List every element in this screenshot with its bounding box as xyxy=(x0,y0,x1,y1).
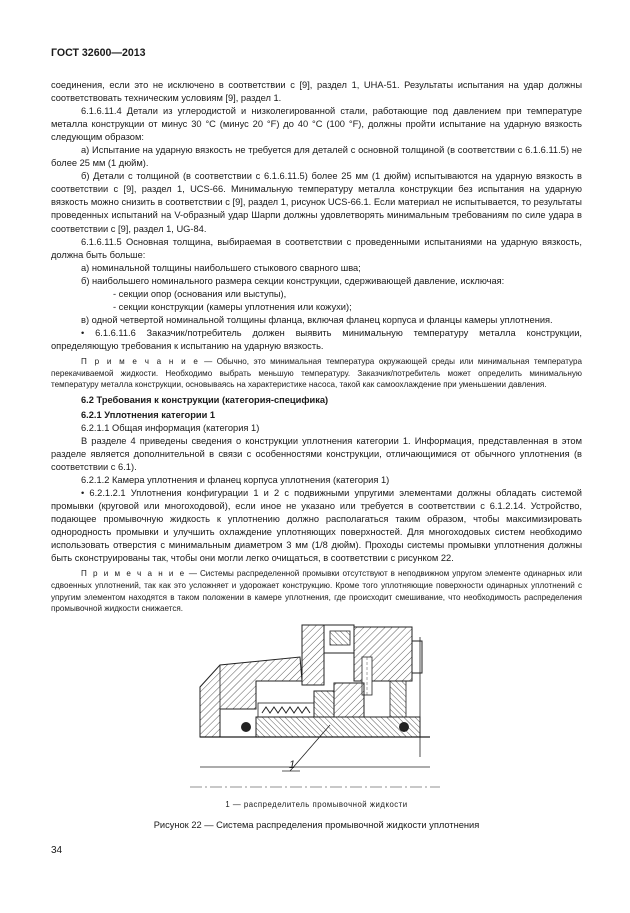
paragraph: • 6.2.1.2.1 Уплотнения конфигурации 1 и 2 с подвижными упругими элементами должны обладать системой промывки (круговой или многоходовой), если иное не указано или требуется в соответствии с 6.1.2.14. Устройство, подающее промывочную жидкость к уплотнению должно располагаться таким образом, чтобы максимизировать однородность промывки и улучшить охлаждение уплотняющих поверхностей. Для многоходовых систем необходимо использовать отверстия с минимальным диаметром 3 мм (1/8 дюйм). Проходы системы промывки уплотнения должны быть сконструированы так, чтобы они могли легко очищаться, в соответствии с рисунком 22. xyxy=(51,488,582,564)
section-heading: 6.2 Требования к конструкции (категория-специфика) xyxy=(81,394,329,405)
note xyxy=(51,356,582,391)
list-item: - секции опор (основания или выступы), xyxy=(113,288,287,299)
note-text: — Обычно, это минимальная температура окружающей среды или минимальная температура перекачиваемой жидкости. Необходимо выбрать меньшую температуру. Заказчик/потребитель может определить минимальную температуру металла конструкции, основываясь на характеристике насоса, такой как самоохлаждение при уменьшении давления. xyxy=(51,356,582,390)
seal-drawing-figure xyxy=(190,617,450,803)
paragraph: 6.1.6.11.4 Детали из углеродистой и низколегированной стали, работающие под давлением при температуре металла конструкции от минус 30 °С (минус 20 °F) до 40 °С (100 °F), должны пройти испытание на ударную вязкость следующим образом: xyxy=(51,106,582,143)
note-label: П р и м е ч а н и е xyxy=(81,569,186,579)
paragraph: 6.2.1.2 Камера уплотнения и фланец корпуса уплотнения (категория 1) xyxy=(81,475,390,486)
paragraph: • 6.1.6.11.6 Заказчик/потребитель должен выявить минимальную температуру металла конструкции, определяющую требования к испытанию на ударную вязкость. xyxy=(51,327,582,351)
subsection-heading: 6.2.1 Уплотнения категории 1 xyxy=(81,409,216,420)
list-item: а) номинальной толщины наибольшего стыкового сварного шва; xyxy=(81,262,361,273)
list-item: б) наибольшего номинального размера секции конструкции, сдерживающей давление, исключая: xyxy=(81,275,505,286)
seal-drawing xyxy=(190,617,450,803)
note xyxy=(51,568,582,614)
figure-callout: 1 xyxy=(289,759,296,771)
paragraph: В разделе 4 приведены сведения о конструкции уплотнения категории 1. Информация, представленная в этом разделе является дополнительной в связи с особенностями конструкции, отличающимися от обычного уплотнения (в соответствии с 6.1). xyxy=(51,435,582,472)
note-text: — Системы распределенной промывки отсутствуют в неподвижном упругом элементе одинарных или сдвоенных уплотнений, так как это усложняет и удорожает конструкцию. Кроме того уплотняющие поверхности одинарных уплотнений с упругим элементом находятся в таком положении в камере уплотнения, где происходит смешивание, что необходимость распределения промывочной жидкости снижается. xyxy=(51,569,582,614)
paragraph: а) Испытание на ударную вязкость не требуется для деталей с основной толщиной (в соответствии с 6.1.6.11.5) не более 25 мм (1 дюйм). xyxy=(51,145,582,169)
list-item: в) одной четвертой номинальной толщины фланца, включая фланец корпуса и фланцы камеры уплотнения. xyxy=(81,314,553,325)
list-item: - секции конструкции (камеры уплотнения или кожухи); xyxy=(113,301,352,312)
paragraph: 6.2.1.1 Общая информация (категория 1) xyxy=(81,422,260,433)
figure-legend: 1 — распределитель промывочной жидкости xyxy=(225,800,408,809)
page-number: 34 xyxy=(51,845,63,856)
paragraph: 6.1.6.11.5 Основная толщина, выбираемая в соответствии с проведенными испытаниями на ударную вязкость, должна быть больше: xyxy=(51,236,582,260)
paragraph: соединения, если это не исключено в соответствии с [9], раздел 1, UHA-51. Результаты испытания на удар должны соответствовать техническим условиям [9], раздел 1. xyxy=(51,80,582,104)
paragraph: б) Детали с толщиной (в соответствии с 6.1.6.11.5) более 25 мм (1 дюйм) испытываются на ударную вязкость в соответствии с [9], раздел 1, UCS-66. Минимальную температуру металла конструкции без испытания на ударную вязкость можно снизить в соответствии с [9], раздел 1, рисунок UCS-66.1. Если материал не испытывается, то результаты проведенных испытаний на V-образный удар Шарпи должны удовлетворять минимальным требованиям по силе удара в соответствии с [9], раздел 1, UG-84. xyxy=(51,171,582,234)
note-label: П р и м е ч а н и е xyxy=(81,356,200,366)
figure-caption: Рисунок 22 — Система распределения промывочной жидкости уплотнения xyxy=(153,820,480,830)
document-header: ГОСТ 32600—2013 xyxy=(51,47,146,59)
page-body xyxy=(51,79,582,618)
